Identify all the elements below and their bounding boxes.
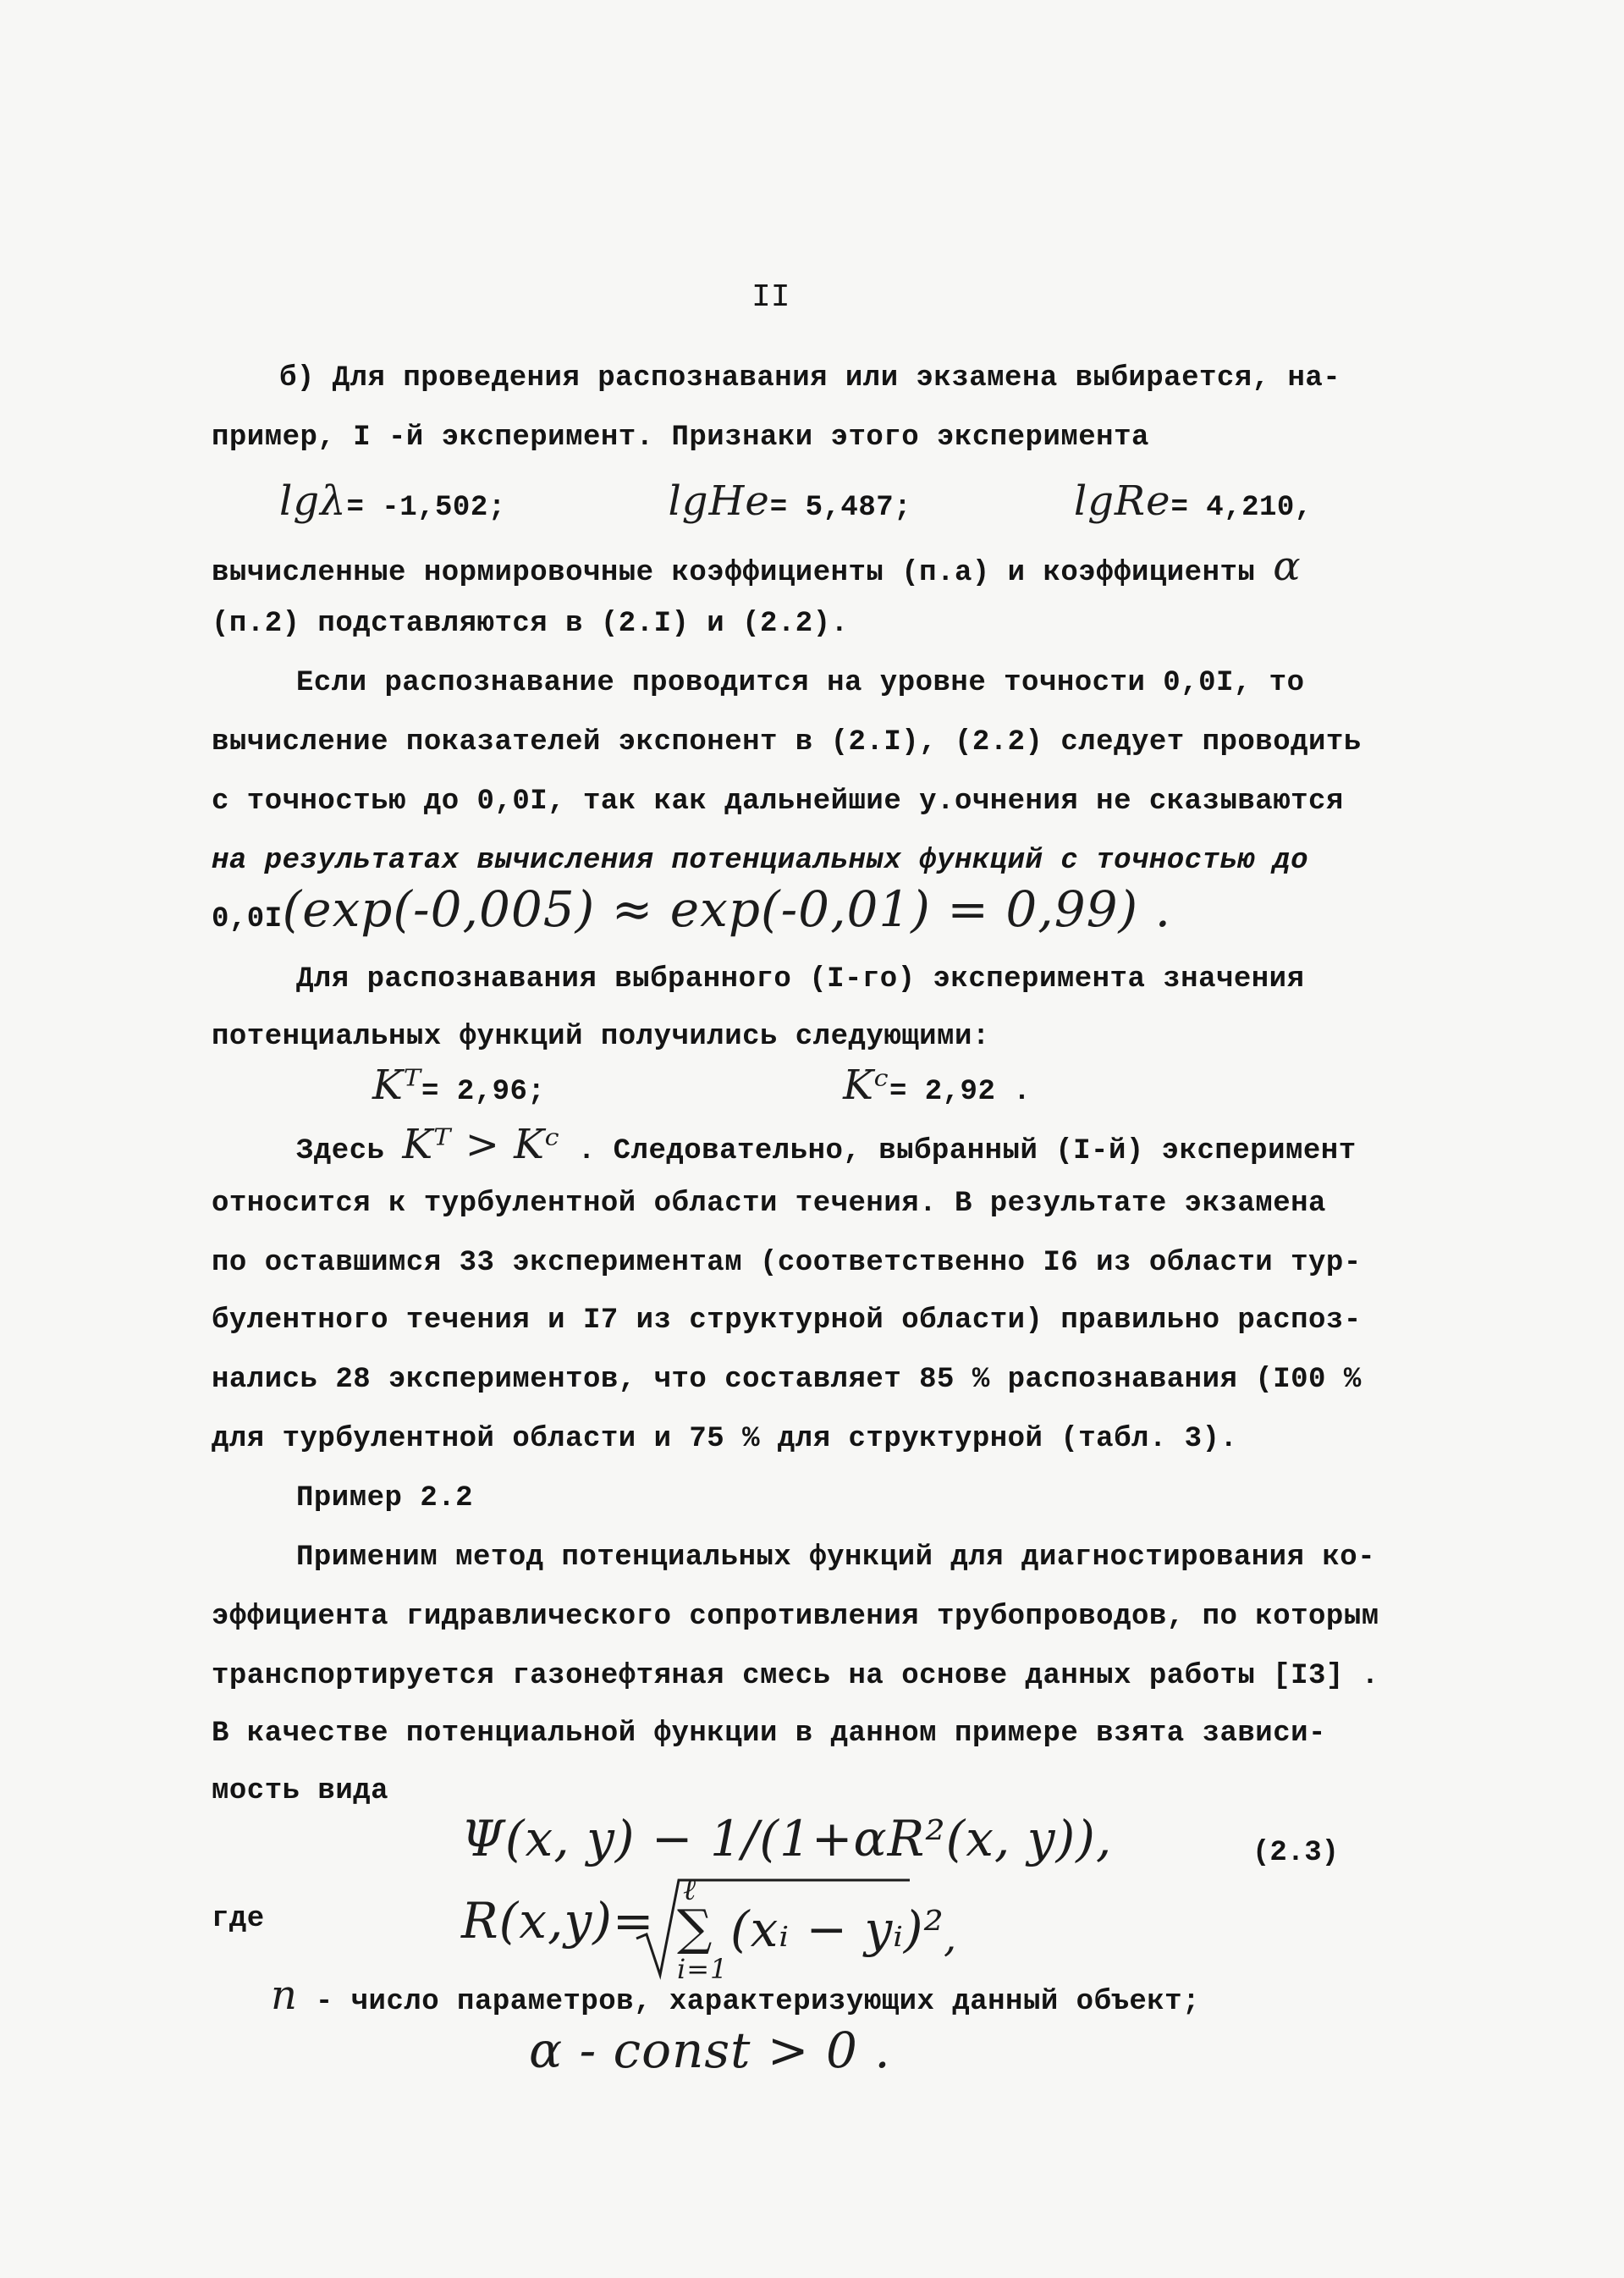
text-line: б) Для проведения распознавания или экзамена выбирается, на-	[279, 362, 1341, 394]
formula-value: = 4,210,	[1170, 492, 1313, 524]
text-line: булентного течения и I7 из структурной области) правильно распоз-	[212, 1304, 1362, 1337]
sum-lower-limit: i=1	[677, 1953, 729, 1985]
text-line: Применим метод потенциальных функций для диагностирования ко-	[296, 1542, 1376, 1574]
k-comparison: Kᵀ > Kᶜ	[402, 1121, 560, 1168]
exp-formula: (exp(-0,005) ≈ exp(-0,01) = 0,99) .	[282, 880, 1172, 938]
text-line: мость вида	[212, 1775, 389, 1807]
text-line: транспортируется газонефтяная смесь на основе данных работы [I3] .	[212, 1660, 1379, 1692]
text-line: с точностью до 0,0I, так как дальнейшие у.очнения не сказываются	[212, 786, 1344, 818]
where-label: где	[212, 1903, 265, 1935]
text-line: по оставшимся 33 экспериментам (соответственно I6 из области тур-	[212, 1247, 1362, 1279]
text-line: n - число параметров, характеризующих данный объект;	[271, 1972, 1200, 2019]
text-line: эффициента гидравлического сопротивления трубопроводов, по которым	[212, 1601, 1379, 1633]
text-line: В качестве потенциальной функции в данном примере взята зависи-	[212, 1718, 1326, 1750]
formula-lg-lambda: lgλ	[279, 477, 347, 525]
text-line: Для распознавания выбранного (I-го) эксперимента значения	[296, 963, 1305, 996]
equation-comma: ,	[944, 1914, 958, 1961]
n-symbol: n	[271, 1972, 298, 2019]
equation-number: (2.3)	[1252, 1837, 1340, 1869]
alpha-symbol: α	[1273, 543, 1302, 590]
text-line: вычисленные нормировочные коэффициенты (п.а) и коэффициенты α	[212, 543, 1302, 590]
text-line: Если распознавание проводится на уровне точности 0,0I, то	[296, 667, 1305, 699]
text-line: нались 28 экспериментов, что составляет 85 % распознавания (I00 %	[212, 1364, 1362, 1396]
formula-row	[279, 477, 1379, 527]
formula-value: = -1,502;	[346, 492, 506, 524]
formula-row	[372, 1062, 1523, 1111]
text-line: вычисление показателей экспонент в (2.I), (2.2) следует проводить	[212, 726, 1362, 758]
text-line: на результатах вычисления потенциальных функций с точностью до	[212, 845, 1309, 877]
text-line: (п.2) подставляются в (2.I) и (2.2).	[212, 608, 849, 640]
equation-distance	[461, 1875, 1054, 1985]
text-line: Здесь Kᵀ > Kᶜ . Следовательно, выбранный (I-й) эксперимент	[296, 1121, 1357, 1168]
formula-lg-he: lgHe	[668, 477, 770, 525]
formula-lg-re: lgRe	[1073, 477, 1171, 525]
alpha-condition: α - const > 0 .	[529, 2022, 891, 2079]
page-number: II	[751, 279, 790, 316]
example-heading: Пример 2.2	[296, 1482, 474, 1514]
text-line: пример, I -й эксперимент. Признаки этого эксперимента	[212, 422, 1149, 454]
sum-term: (xᵢ − yᵢ)²	[730, 1900, 944, 1958]
text-line: потенциальных функций получились следующими:	[212, 1021, 990, 1053]
distance-lhs: R(x,y)=	[461, 1892, 655, 1950]
equation-2-3: Ψ(x, y) − 1/(1+αR²(x, y)),	[461, 1810, 1113, 1867]
text-line: для турбулентной области и 75 % для структурной (табл. 3).	[212, 1423, 1238, 1455]
formula-row: 0,0I(exp(-0,005) ≈ exp(-0,01) = 0,99) .	[212, 880, 1172, 938]
formula-value: = 2,96;	[421, 1076, 546, 1108]
text-line: относится к турбулентной области течения. В результате экзамена	[212, 1188, 1326, 1220]
k-structural: Kᶜ	[843, 1062, 889, 1109]
formula-value: = 5,487;	[769, 492, 912, 524]
k-turbulent: Kᵀ	[372, 1062, 422, 1109]
formula-value: = 2,92 .	[889, 1076, 1032, 1108]
sum-upper-limit: ℓ	[683, 1873, 696, 1907]
sum-sign: ∑	[677, 1899, 713, 1956]
